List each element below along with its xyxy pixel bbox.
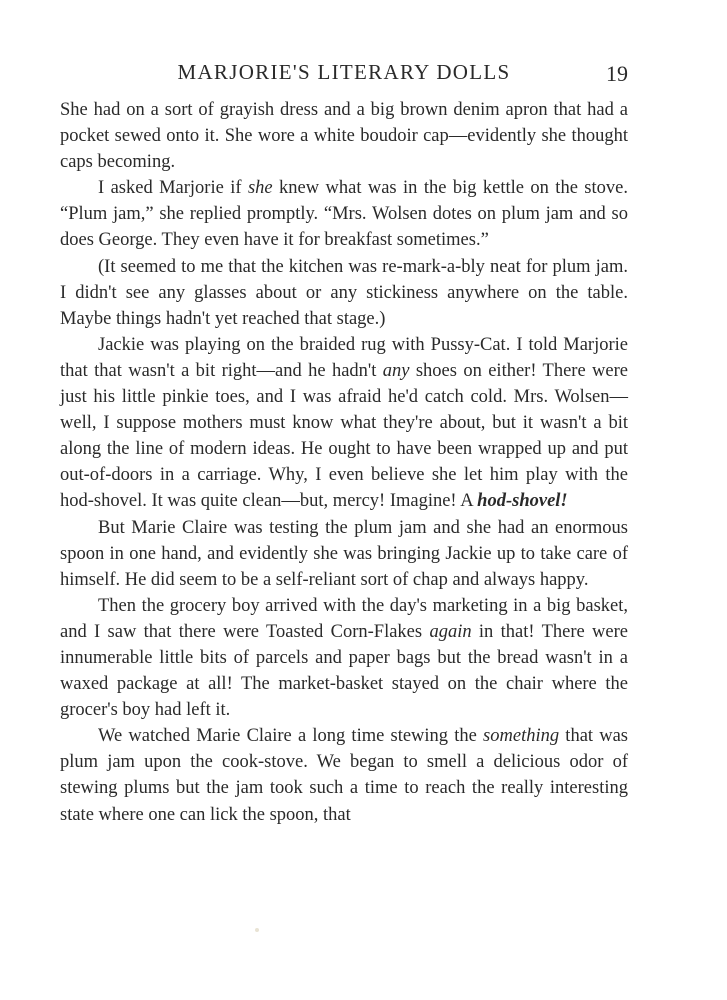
- text-run: But Marie Claire was testing the plum jam and she had an enormous spoon in one hand, and evidently she was bringing Jackie up to take care of himself. He did seem to be a self-reliant sort of chap and always happy.: [60, 517, 628, 590]
- paragraph-continued: [60, 97, 628, 175]
- emphasis: again: [429, 621, 472, 642]
- paper-smudge: [255, 928, 259, 932]
- paragraph: [60, 515, 628, 593]
- paragraph: [60, 254, 628, 332]
- emphasis: any: [382, 360, 410, 381]
- paragraph: [60, 175, 628, 253]
- text-run: She had on a sort of grayish dress and a big brown denim apron that had a pocket sewed onto it. She wore a white boudoir cap—evidently she thought caps becoming.: [60, 100, 628, 173]
- body-text: [60, 97, 628, 828]
- text-run: knew what was in the big kettle on the stove. “Plum jam,” she replied promptly. “Mrs. Wolsen dotes on plum jam and so does George. They even have it for breakfast sometimes.”: [60, 178, 628, 251]
- page-number: 19: [606, 61, 628, 86]
- paragraph: [60, 332, 628, 515]
- text-run: I asked Marjorie if: [98, 178, 248, 199]
- text-run: Jackie was playing on the braided rug with Pussy-Cat. I told Marjorie that that wasn't a bit right—and he hadn't: [60, 334, 628, 381]
- text-run: shoes on either! There were just his little pinkie toes, and I was afraid he'd catch cold. Mrs. Wolsen—well, I suppose mothers must know what they're about, but it wasn't a bit along the line of modern ideas. He ought to have been wrapped up and put out-of-doors in a carriage. Why, I even believe she let him play with the hod-shovel. It was quite clean—but, mercy! Imagine! A: [60, 360, 628, 512]
- running-title: MARJORIE'S LITERARY DOLLS: [177, 60, 511, 84]
- text-run: Then the grocery boy arrived with the day's marketing in a big basket, and I saw that there were Toasted Corn-Flakes: [60, 595, 628, 642]
- text-run: (It seemed to me that the kitchen was re-mark-a-bly neat for plum jam. I didn't see any glasses about or any stickiness anywhere on the table. Maybe things hadn't yet reached that stage.): [60, 256, 628, 329]
- paragraph: [60, 593, 628, 723]
- emphasis: something: [483, 726, 560, 747]
- text-run: that was plum jam upon the cook-stove. We began to smell a delicious odor of stewing plums but the jam took such a time to reach the really interesting state where one can lick the spoon, that: [60, 726, 628, 825]
- emphasis: she: [247, 178, 273, 199]
- running-head: [60, 58, 628, 86]
- text-run: in that! There were innumerable little bits of parcels and paper bags but the bread wasn't in a waxed package at all! The market-basket stayed on the chair where the grocer's boy had left it.: [60, 621, 628, 721]
- text-run: We watched Marie Claire a long time stewing the: [98, 726, 484, 747]
- paragraph: [60, 723, 628, 827]
- emphasis: hod-shovel!: [477, 491, 568, 512]
